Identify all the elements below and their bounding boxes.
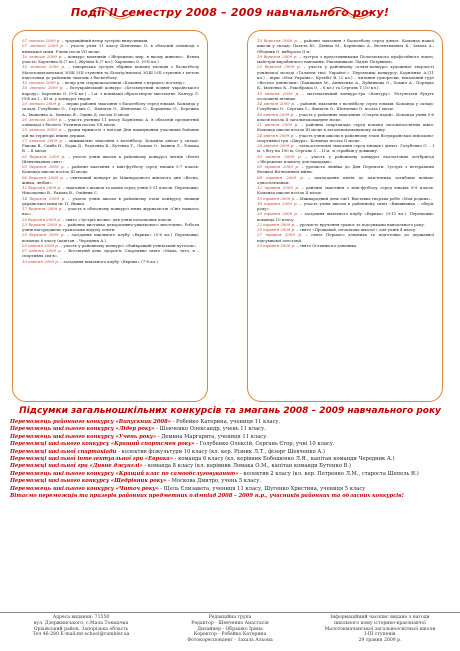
event-text: – участь учнів школи в районному етапі Всеукраїнської військово-спортивної гри «Джура». Команда посіла ІІ місце.: [257, 132, 434, 143]
header: [0, 0, 460, 24]
event-text: – товариська зустріч збірних команд хлопців з баскетболу Малотокмачанської ЗОШ І-ІІІ ступенів та Білогір'янської ЗОШ І-ІІІ ступенів з метою підготовки до районних змагань з баскетболу.: [22, 64, 199, 80]
event-date: 14 квітня 2009 р.: [257, 101, 296, 106]
event-date: 15 травня 2009 р.: [257, 195, 296, 201]
result-item: [10, 478, 450, 485]
event-text: – участь учнів школи в районному етапі конкурсу знавців української мови ім. П. Яцика.: [22, 195, 199, 206]
footer-editorial-team: [160, 615, 300, 644]
event-entry: [22, 175, 199, 186]
event-date: 14 березня 2009 р.: [22, 195, 66, 201]
event-entry: [22, 127, 199, 138]
result-item: [10, 441, 450, 448]
footer-line: 29 травня 2009 р.: [358, 638, 402, 644]
event-entry: [257, 91, 434, 102]
event-date: 20 травня 2009 р.: [257, 211, 299, 217]
event-entry: [22, 43, 199, 54]
event-entry: [22, 85, 199, 101]
events-column-left: [12, 30, 208, 402]
footer-line: Коректор - Робейко Катерина: [193, 632, 267, 638]
result-text: - колектив 2 класу (кл. кер. Петренко Л.М., староста Шепель Я.): [238, 470, 419, 477]
event-text: – математичний конкурс-гра «Кенгуру». Результати будуть оголошені пізніше.: [257, 90, 435, 101]
event-date: 25 травня 2009 р.: [257, 227, 296, 232]
result-text: - Демина Маргарита, учениця 11 класу.: [156, 433, 268, 440]
event-date: 20 лютого 2009 р.: [22, 116, 63, 122]
event-entry: [22, 206, 199, 217]
event-text: – районні змагання з міні-футболу серед юнаків 5-7 класів. Команда школи посіла ІІІ місце.: [22, 164, 199, 175]
event-text: – конкурс малюнків «Збережемо мир, в якому живемо». Взяли участь: Харченко К.(7 кл.), Жуліна К.(7 кл.), Харченко О. (9-Б кл.): [22, 53, 199, 64]
result-text: - Робейко Катерина, учениця 11 класу.: [170, 419, 281, 425]
footer-publication-note: [305, 615, 455, 644]
result-item: [10, 449, 450, 456]
event-date: 20 березня 2009 р.: [22, 216, 62, 222]
event-date: 07 лютого 2009 р.: [22, 43, 64, 49]
event-entry: [257, 54, 434, 65]
result-text: - колектив фізкультури 10 класу (кл. кер. Різник Л.Т., фізорг Шевченко А.): [116, 448, 325, 455]
event-date: 24 квітня 2009 р.: [257, 132, 295, 138]
event-date: 16 квітня 2009 р.: [257, 111, 295, 117]
event-entry: [257, 243, 434, 248]
event-text: – Всеукраїнський конкурс «Безсмертний подвиг українського народу». Харченко О. (9-Б кл.) – І м. з номінації образотворче мистецтво. Кантур Л. (9-Б кл.) – ІІІ м. у конкурсі творів.: [22, 85, 199, 101]
result-label: Переможці шкільної спартакіади: [10, 448, 117, 455]
event-entry: [257, 164, 434, 175]
event-entry: [22, 54, 199, 65]
event-text: – зустріч з представниками Пологівського професійного ліцею, майстрів виробничого навчання, Ракомишкою Лідією Петрівною.: [257, 53, 434, 64]
event-text: – участь у районному конкурсі «Найкращий учнівський куточок».: [60, 242, 198, 248]
result-item: [10, 471, 450, 478]
result-item: [10, 419, 450, 426]
result-label: Переможець шкільного конкурсу «Кращий клас по самообслуговуванню»: [10, 470, 239, 477]
event-date: 10 квітня 2009 р.: [257, 90, 300, 96]
event-entry: [257, 112, 434, 123]
result-item: [10, 493, 450, 500]
event-date: 13 лютого 2009 р.: [22, 80, 61, 85]
event-text: – святковий концерт до Міжнародного жіночого дня «Весна, жінка, любов».: [22, 174, 199, 185]
event-entry: [22, 101, 199, 117]
event-text: – уроки мужності з нагоди Дня вшанування учасників бойових дій на території інших держав.: [22, 127, 199, 138]
event-entry: [257, 101, 434, 112]
events-column-right: [247, 30, 443, 402]
event-date: 17 березня 2009 р.: [22, 206, 63, 211]
result-label: Переможець шкільного конкурсу «Читач року»: [10, 485, 159, 492]
event-text: – вечір для старшокласників «Кохання з першого погляду».: [61, 80, 187, 85]
event-entry: [257, 122, 434, 133]
result-item: [10, 426, 450, 433]
event-entry: [22, 164, 199, 175]
event-date: 12 травня 2009 р.: [257, 185, 300, 190]
event-text: – засідання шкільного клубу «Еврика» (7-8 кл.): [60, 258, 158, 264]
result-label: Переможець районного конкурсу «Випускник 2008»: [10, 419, 171, 425]
results-title: Підсумки загальношкільних конкурсів та змагань 2008 – 2009 навчального року: [19, 406, 441, 416]
event-entry: [257, 143, 434, 154]
footer-line: Фотокореспондент - Захаль Альона: [187, 638, 273, 644]
event-entry: [257, 232, 434, 243]
event-date: 20 лютого 2009 р.: [22, 101, 62, 106]
event-date: 25 березня 2009 р.: [257, 64, 301, 70]
footer-line: І-ІІІ ступенів: [364, 632, 396, 638]
event-entry: [257, 133, 434, 144]
event-entry: [257, 185, 434, 196]
event-date: 27 травня 2009 р.: [257, 232, 303, 238]
event-date: 25 березня 2009 р.: [22, 232, 65, 238]
result-label: Вітаємо переможців та призерів районних предметних олімпіад 2008 – 2009 н.р., учасників районних та обласних конкурсів!: [10, 493, 404, 500]
event-date: 16 лютого 2009 р.: [22, 85, 64, 91]
result-item: [10, 486, 450, 493]
event-entry: [22, 222, 199, 233]
footer-line: Дизайнер - Обрашко Ірина: [197, 626, 263, 632]
result-label: Переможці шкільного конкурсу «Щедрівник року»: [10, 478, 167, 485]
event-entry: [257, 64, 434, 90]
event-entry: [22, 185, 199, 196]
footer-line: шкільного кому історико-краєзнавчої: [334, 620, 426, 626]
event-text: – участь учнів школи в районному святі «Вишиванка – оберіг роду».: [257, 200, 434, 211]
event-date: 12 березня 2009 р.: [22, 185, 62, 190]
event-text: – перші районні змагання з баскетболу серед юнаків. Команда у складі: Голубенко О., Сергань С., Фанагєв О., Шевченко О., Борщенко О., Бережна А., Івашенко А., Івонько Я., Одинь Д. посіла ІІ місце.: [22, 101, 199, 117]
event-entry: [257, 211, 434, 222]
result-label: Переможець шкільного конкурсу «Учень року»: [10, 433, 157, 440]
result-text: - Москова Дмитро, учень 5 класу.: [166, 478, 262, 485]
result-text: - Щель Єлизавета, учениця 11 класу, Шугенко Христина, учениця 5 класу: [158, 485, 366, 492]
event-text: – свято «Зустріч весни» для учнів початкових класів.: [62, 216, 173, 222]
event-text: – свято Останнього дзвоника.: [296, 242, 358, 248]
event-date: 13 лютого 2009 р.: [22, 64, 66, 70]
event-text: – свято Першого дзвоника та підготовка до державної підсумкової атестації.: [257, 232, 434, 243]
event-date: 10 лютого 2009 р.: [22, 53, 63, 59]
result-label: Переможці шкільної інтелектуальної гри «Еврика»: [10, 456, 174, 463]
event-text: – районні змагання з баскетболу серед дівчат. Команда нашої школи у складі: Пахета Ю., Деміна М., Корнієнко А., Велентикевич К., Захаль А., Ободник О. виборола ІІ м.: [257, 38, 434, 54]
result-text: - Голубенко Олексій, Сергань Єгор, учні 10 класу.: [194, 441, 335, 448]
event-entry: [257, 154, 434, 165]
page-title: Події ІІ семестру 2008 – 2009 навчального року!: [70, 6, 390, 19]
event-text: – змагання з шашок та шахів серед учнів 5-11 класів. Переможці: Ніколаєнко В., Ракова В., Олійник С.: [22, 185, 199, 196]
ornament-right-icon: [326, 3, 372, 21]
event-text: – районні змагання з міні-футболу серед юнаків 8-9 класів. Команда школи посіла ІІ місце.: [257, 185, 434, 196]
event-text: – урочиста лінійка до Дня Перемоги. Зустріч з ветеранами Великої Вітчизняної війни.: [257, 164, 434, 175]
event-text: – міжшкільні змагання з волейболу. Команда дівчат у складі: Ракова В., Скиба Н., Борщ Д., Радченко К., Бутенко Т., Ломака О., Іванюк Л., Ломака В. – ІІ місце.: [22, 137, 199, 154]
event-text: – участь учнів школи в районному конкурсі читців «Вогні Шевченкових свят».: [22, 153, 199, 164]
result-text: - команда 6 класу (кл. керівник Бобошенко Л.Я., капітан команди Чередник А.): [173, 456, 395, 463]
event-date: 10 квітня 2009 р.: [22, 258, 59, 264]
event-entry: [22, 64, 199, 80]
footer-line: Тел 46-280 E-mail:mt-school@rambler.ua: [32, 632, 130, 638]
result-item: [10, 463, 450, 470]
event-date: 29 травня 2009 р.: [257, 242, 296, 248]
result-label: Переможці шкільного конкурсу «Кращий спортсмен року»: [10, 441, 195, 448]
footer-line: Редакційна група: [208, 615, 252, 620]
event-text: – легкоатлетичні змагання серед юнаків і дівчат. Голубенко О. – І м. з бігу на 100 м, Сергань С. – ІІ м. зі стрибків у довжину.: [257, 143, 434, 154]
event-date: 13 березня 2009 р.: [257, 38, 299, 43]
event-date: 22 травня 2009 р.: [257, 221, 296, 227]
event-date: 02 березня 2009 р.: [22, 153, 66, 159]
results-section: [10, 404, 450, 500]
event-date: 05 березня 2009 р.: [22, 164, 65, 169]
event-date: 03 квітня 2009 р.: [22, 242, 59, 248]
result-text: - команда 8 класу (кл. керівник Ломака О.М., капітан команди Бутенко В.): [142, 463, 351, 470]
event-date: 18 травня 2009 р.: [257, 200, 298, 206]
event-date: 19 березня 2009 р.: [257, 53, 298, 59]
event-entry: [22, 154, 199, 165]
event-date: 25 лютого 2009 р.: [22, 127, 63, 133]
event-entry: [22, 248, 199, 259]
event-text: – районна виставка декоративно-ужиткового мистецтва. Роботи учнів нагороджено грамотами відділу освіти.: [22, 221, 199, 232]
event-text: – традиційний вечір зустрічі випускників.: [61, 38, 149, 43]
event-text: – участь у районному огляді-конкурсі художньої творчості учнівської молоді «Таланти твої, Україно!». Переможці конкурсу: Корнієнко А.(11 кл.) – вірш «Моя Україна», Кульбіт В. (2 кл.) – читання гуморески, вокальний гурт «Весела дзвіночки» (Бакишкін М., Анівченко А., Буйникова О., Хомич А., Порядко К., Іваченко К., Ракобраціа О. – 6 кл.) та Сергань Т.(10 кл.).: [257, 64, 434, 91]
event-text: – участь у районних змаганнях «Старти надій». Команда учнів 5-6 класів посіла ІІ загальнокомандне місце.: [257, 111, 434, 122]
event-date: 07 лютого 2009 р.: [22, 38, 61, 43]
footer-line: Оріхівський район, Запорізька область: [33, 626, 129, 632]
event-text: – районні змагання з волейболу серед юнаків. Команда у складі: Голубенко О., Сергань С., Фанагєв О., Шевченко О. посіла І місце.: [257, 101, 434, 112]
event-date: 06 березня 2009 р.: [22, 174, 64, 180]
event-entry: [22, 196, 199, 207]
event-date: 28 квітня 2009 р.: [257, 143, 295, 148]
event-text: – Всесвітній день здоров'я. Спортивне свято «Мама, тато, я – спортивна сім'я».: [22, 248, 199, 259]
footer-line: Адреса видання: 71550: [52, 615, 110, 620]
event-text: – участь у районному конкурсі екологічних агітбригад «Збережемо планету для нащадків».: [257, 153, 434, 164]
event-date: 27 лютого 2009 р.: [22, 137, 64, 143]
event-date: 08 травня 2009 р.: [257, 174, 305, 180]
footer-line: Малотокмачанської загальноосвітньої школи: [324, 626, 436, 632]
event-entry: [22, 259, 199, 264]
event-entry: [257, 175, 434, 186]
result-text: - Шевченко Олександр, учень 11 класу.: [154, 426, 266, 433]
event-text: – засідання шкільного клубу «Еврика» (5-6 кл.) Переможці: команда 6 класу (капітан – Чередник А.).: [22, 232, 199, 243]
event-text: – участь в обласному конкурсі юних журналістів «Світ навколо нас».: [22, 206, 199, 217]
result-label: Переможець шкільного конкурсу «Лідер року»: [10, 426, 155, 433]
event-text: – Міжнародний день сім'ї. Виставка творчих робіт «Моя родина».: [296, 195, 433, 201]
event-text: – участь учениці 11 класу Корнієнко А. в обласній предметній олімпіаді з біології. Учениця посіла VII місце.: [22, 116, 199, 127]
event-date: 30 квітня 2009 р.: [257, 153, 302, 159]
event-entry: [22, 117, 199, 128]
event-text: – покладання квітів до пам'ятника загиблим воїнам-односельчанам.: [257, 174, 434, 185]
results-list: [10, 419, 450, 500]
event-text: – засідання шкільного клубу «Еврика» (9-11 кл.). Переможці: команда 10 класу.: [257, 211, 434, 222]
event-entry: [22, 138, 199, 154]
footer: [0, 612, 460, 651]
event-text: – свято «Прощавай, початкова школо!» для учнів 4 класу.: [296, 227, 417, 232]
event-entry: [257, 38, 434, 54]
event-entry: [22, 232, 199, 243]
footer-line: вул. Дзержинського, с.Мала Токмачка: [33, 620, 129, 626]
footer-line: Інформаційний часопис видано з нагоди: [330, 615, 430, 620]
event-date: 23 березня 2009 р.: [22, 221, 63, 227]
event-text: – участь учня 11 класу Шевченко О. в обласній олімпіаді з німецької мови. Учень посів VII місце.: [22, 43, 199, 54]
result-label: Переможці шкільної гри «Дивне джунглі»: [10, 463, 143, 470]
event-text: – урочисте вручення грамот за підсумками навчального року.: [296, 221, 426, 227]
event-date: 05 травня 2009 р.: [257, 164, 300, 169]
footer-line: Редактор - Шевченко Анастасія: [191, 620, 269, 626]
event-date: 21 квітня 2009 р.: [257, 122, 299, 127]
footer-address: [6, 615, 156, 638]
event-date: 07 квітня 2009 р.: [22, 248, 62, 253]
event-entry: [257, 201, 434, 212]
event-text: – районна спартакіада серед команд загальноосвітніх шкіл. Команда школи посіла ІІІ місце в загальнокомандному заліку.: [257, 122, 434, 133]
